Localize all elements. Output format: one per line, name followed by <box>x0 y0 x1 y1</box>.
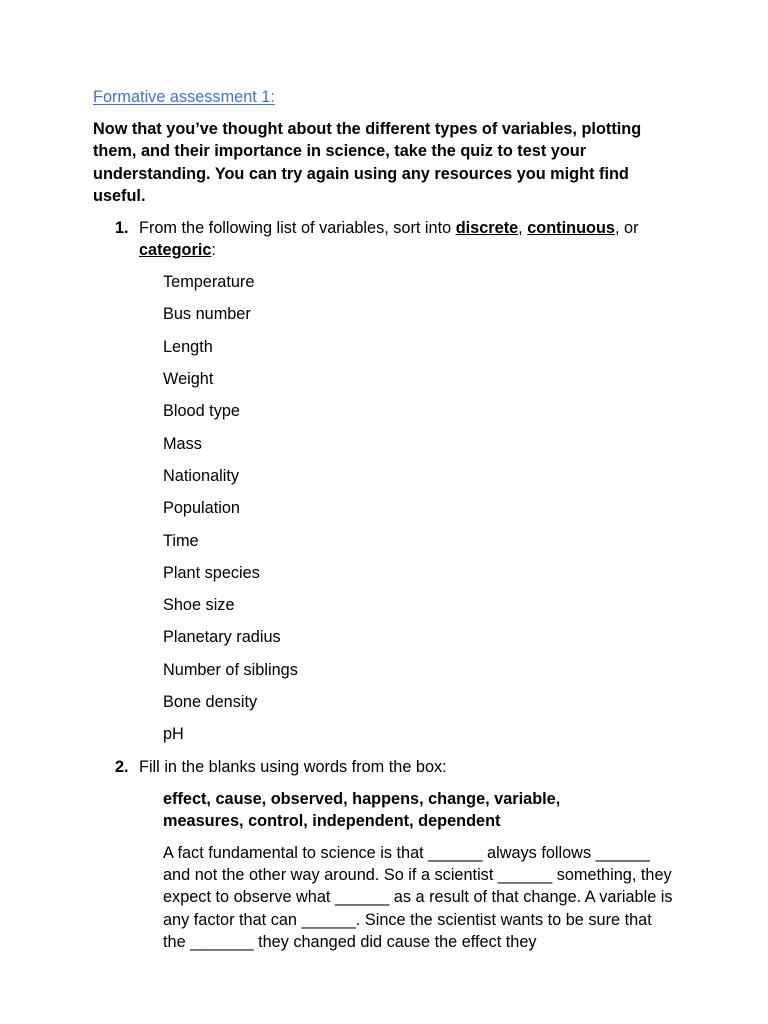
word-box: effect, cause, observed, happens, change, variable, measures, control, independent, dependent <box>163 789 561 830</box>
list-item: pH <box>163 725 184 744</box>
list-item: Temperature <box>163 273 255 292</box>
term-discrete: discrete <box>455 219 519 238</box>
list-item: Nationality <box>163 466 240 485</box>
question-number: 2. <box>115 757 129 776</box>
list-item: Plant species <box>163 563 260 582</box>
question-text: From the following list of variables, sort into <box>139 219 456 238</box>
list-item: Shoe size <box>163 596 235 615</box>
fill-in-paragraph: A fact fundamental to science is that ______ always follows ______ and not the other way around. So if a scientist ______ something, they expect to observe what ______ as a result of that change. A variable is any factor that can ______. Since the scientist wants to be sure that the _______ they changed did cause the effect they <box>163 843 673 951</box>
term-continuous: continuous <box>527 219 615 238</box>
list-item: Population <box>163 499 240 518</box>
heading-link[interactable]: Formative assessment 1: <box>93 88 275 106</box>
list-item: Weight <box>163 370 214 389</box>
separator: , <box>518 219 528 238</box>
separator: , or <box>614 219 639 238</box>
list-item: Bone density <box>163 693 258 712</box>
question-text-end: : <box>211 241 216 260</box>
list-item: Mass <box>163 434 202 453</box>
question-text: Fill in the blanks using words from the box: <box>139 757 447 776</box>
list-item: Length <box>163 337 213 356</box>
list-item: Bus number <box>163 305 251 324</box>
intro-paragraph: Now that you’ve thought about the different types of variables, plotting them, and their importance in science, take the quiz to test your understanding. You can try again using any resources you might find useful. <box>93 120 642 205</box>
list-item: Number of siblings <box>163 660 298 679</box>
list-item: Time <box>163 531 199 550</box>
variable-list <box>93 271 683 745</box>
term-categoric: categoric <box>139 241 212 260</box>
question-number: 1. <box>115 219 129 238</box>
list-item: Blood type <box>163 402 240 421</box>
document-page <box>93 86 683 953</box>
question-2 <box>93 756 683 778</box>
question-1 <box>93 217 683 261</box>
list-item: Planetary radius <box>163 628 281 647</box>
